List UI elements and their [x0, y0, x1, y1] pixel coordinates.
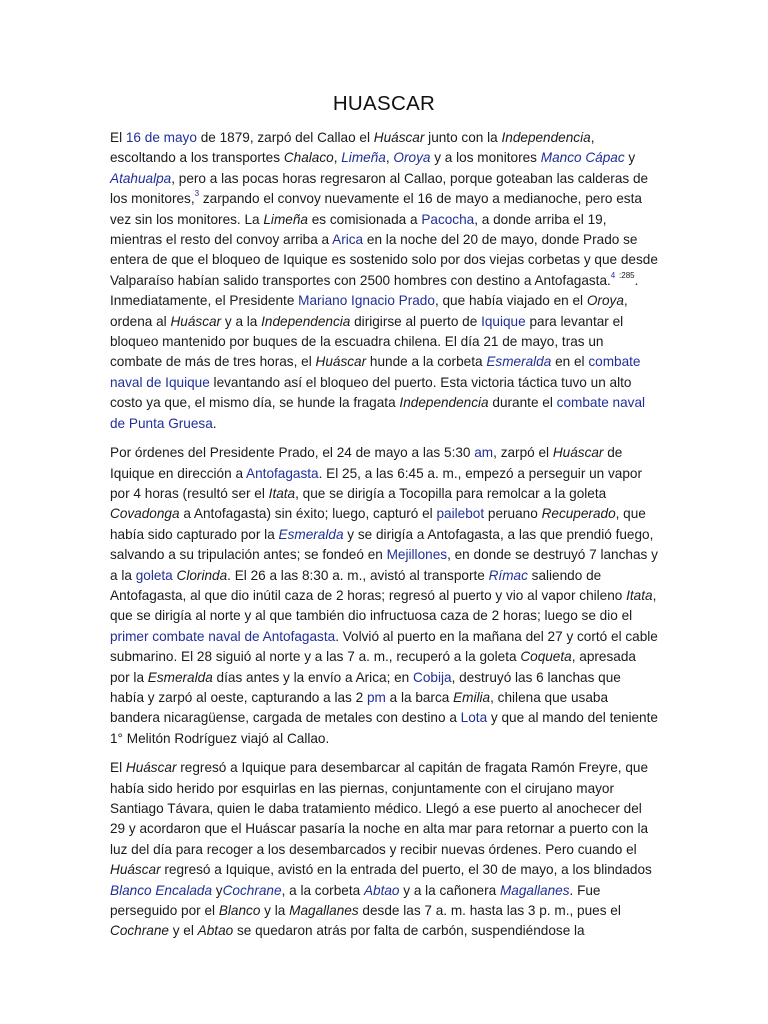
- body-text: saliendo de Antofagasta, al que dio inútil caza de 2 horas; regresó al puerto y vio al vapor chileno: [110, 567, 627, 603]
- body-text: .: [212, 415, 217, 431]
- body-text: ,: [333, 150, 342, 166]
- italic-text: Limeña: [263, 211, 308, 227]
- body-text: durante el: [488, 395, 557, 411]
- page-title: HUASCAR: [332, 92, 436, 115]
- body-text: , ordena al: [110, 293, 628, 329]
- inline-link[interactable]: Pacocha: [421, 211, 475, 227]
- italic-text: Huáscar: [125, 760, 177, 776]
- reference-superscript[interactable]: 4: [610, 270, 616, 280]
- paragraph: [110, 128, 658, 434]
- inline-link[interactable]: Atahualpa: [110, 170, 172, 186]
- body-text: , a donde arriba el 19, mientras el resto del convoy arriba a: [110, 211, 607, 248]
- body-text: y se dirigía a Antofagasta, a las que prendió fuego, salvando a su tripulación antes; se fondeó en: [110, 526, 654, 563]
- body-text: dirigirse al puerto de: [350, 313, 482, 329]
- italic-text: Independencia: [501, 130, 591, 145]
- body-text: , que se dirigía al norte y al que también dio infructuosa caza de 2 horas; luego se dio el: [110, 587, 657, 624]
- italic-text: Itata: [268, 485, 296, 501]
- body-text: , a la corbeta: [281, 882, 364, 898]
- italic-text: Huáscar: [552, 445, 604, 461]
- body-text: , destruyó las 6 lanchas que había y zarpó al oeste, capturando a las 2: [110, 669, 621, 705]
- paragraph: [110, 443, 658, 749]
- body-text: , en donde se destruyó 7 lanchas y a la: [110, 547, 658, 583]
- body-text: hunde a la corbeta: [366, 354, 487, 370]
- inline-link[interactable]: combate naval de Punta Gruesa: [110, 395, 646, 431]
- italic-text: Esmeralda: [147, 669, 213, 685]
- inline-link[interactable]: Cobija: [413, 669, 452, 685]
- italic-text: Huáscar: [373, 130, 425, 145]
- body-text: de 1879, zarpó del Callao el: [196, 130, 374, 145]
- body-text: , zarpó el: [493, 445, 553, 461]
- body-text: para levantar el bloqueo mantenido por buques de la escuadra chilena. El día 21 de mayo, tras un combate de más de tres horas, el: [110, 313, 624, 370]
- inline-link[interactable]: Mariano Ignacio Prado: [298, 293, 435, 309]
- body-text: , que había viajado en el: [434, 293, 587, 309]
- inline-link[interactable]: Iquique: [481, 313, 526, 329]
- body-text: regresó a Iquique, avistó en la entrada del puerto, el 30 de mayo, a los blindados: [160, 862, 652, 878]
- inline-link[interactable]: pm: [366, 689, 386, 705]
- reference-superscript: :285: [619, 270, 635, 280]
- body-text: El: [110, 130, 126, 145]
- italic-text: Oroya: [586, 293, 624, 309]
- body-text: en el: [551, 354, 589, 370]
- italic-text: Recuperado: [541, 506, 616, 522]
- inline-link[interactable]: Antofagasta: [246, 465, 319, 481]
- inline-link[interactable]: Limeña: [341, 150, 386, 166]
- italic-text: Blanco: [218, 903, 261, 919]
- body-text: , escoltando a los transportes: [110, 130, 595, 166]
- body-text: y a la: [221, 313, 262, 329]
- reference-superscript[interactable]: 3: [194, 189, 200, 199]
- body-text: levantando así el bloqueo del puerto. Esta victoria táctica tuvo un alto costo ya que, el mismo día, se hunde la fragata: [110, 374, 632, 411]
- body-text: días antes y la envío a Arica; en: [212, 669, 414, 685]
- body-text: desde las 7 a. m. hasta las 3 p. m., pues el: [358, 903, 621, 919]
- body-text: y la: [260, 903, 290, 919]
- body-text: es comisionada a: [307, 211, 422, 227]
- italic-text: Huáscar: [110, 862, 161, 878]
- inline-link[interactable]: am: [474, 445, 494, 461]
- body-text: peruano: [484, 506, 542, 522]
- body-text: zarpando el convoy nuevamente el 16 de mayo a medianoche, pero esta vez sin los monitores. La: [110, 191, 642, 227]
- paragraph: [110, 758, 658, 942]
- inline-link[interactable]: Lota: [460, 710, 488, 726]
- body-text: Por órdenes del Presidente Prado, el 24 de mayo a las 5:30: [110, 445, 475, 461]
- body-text: y: [624, 150, 636, 166]
- inline-link[interactable]: Esmeralda: [278, 526, 344, 542]
- body-text: y el: [168, 923, 198, 939]
- body-text: El: [110, 760, 126, 776]
- body-text: a la barca: [385, 689, 454, 705]
- body-text: de Iquique en dirección a: [110, 445, 623, 481]
- inline-link[interactable]: primer combate naval de Antofagasta: [110, 628, 336, 644]
- inline-link[interactable]: pailebot: [436, 506, 485, 522]
- inline-link[interactable]: Abtao: [363, 882, 400, 898]
- body-text: y a los monitores: [430, 150, 541, 166]
- inline-link[interactable]: combate naval de Iquique: [110, 354, 641, 390]
- body-text: , pero a las pocas horas regresaron al Callao, porque goteaban las calderas de los monitores,: [110, 170, 649, 207]
- body-text: . Inmediatamente, el Presidente: [110, 272, 639, 309]
- inline-link[interactable]: Blanco Encalada: [110, 882, 213, 898]
- body-text: . El 25, a las 6:45 a. m., empezó a perseguir un vapor por 4 horas (resultó ser el: [110, 465, 643, 501]
- body-text: . El 26 a las 8:30 a. m., avistó al transporte: [227, 567, 489, 583]
- italic-text: Independencia: [261, 313, 351, 329]
- italic-text: Independencia: [399, 395, 489, 411]
- body-text: , que se dirigía a Tocopilla para remolcar a la goleta: [295, 485, 607, 501]
- italic-text: Clorinda: [176, 567, 228, 583]
- italic-text: Chalaco: [283, 150, 334, 166]
- body-text: y: [212, 882, 223, 898]
- inline-link[interactable]: Esmeralda: [486, 354, 552, 370]
- italic-text: Itata: [626, 587, 653, 603]
- inline-link[interactable]: Arica: [332, 232, 364, 248]
- inline-link[interactable]: Oroya: [393, 150, 431, 166]
- body-text: y que al mando del teniente 1° Melitón Rodríguez viajó al Callao.: [110, 710, 658, 746]
- italic-text: Huáscar: [170, 313, 222, 329]
- body-text: . Volvió al puerto en la mañana del 27 y cortó el cable submarino. El 28 siguió al norte y a las 7 a. m., recuperó a la goleta: [110, 628, 658, 665]
- body-text: se quedaron atrás por falta de carbón, suspendiéndose la: [233, 923, 585, 939]
- body-text: , apresada por la: [110, 649, 636, 685]
- body-text: ,: [385, 150, 394, 166]
- body-text: a Antofagasta) sin éxito; luego, capturó el: [179, 506, 437, 522]
- italic-text: Magallanes: [289, 903, 359, 919]
- inline-link[interactable]: Rímac: [488, 567, 528, 583]
- italic-text: Abtao: [197, 923, 234, 939]
- inline-link[interactable]: Manco Cápac: [540, 150, 625, 166]
- inline-link[interactable]: 16 de mayo: [125, 130, 197, 145]
- body-text: , chilena que usaba bandera nicaragüense, cargada de metales con destino a: [110, 689, 609, 726]
- inline-link[interactable]: Cochrane: [222, 882, 282, 898]
- article-body: [110, 128, 658, 942]
- inline-link[interactable]: Magallanes: [499, 882, 570, 898]
- body-text: regresó a Iquique para desembarcar al capitán de fragata Ramón Freyre, que había sido herido por esquirlas en las piernas, conjuntamente con el cirujano mayor Santiago Távara, quien le daba tratamiento médico. Llegó a ese puerto al anochecer del 29 y acordaron que el Huáscar pasaría la noche en alta mar para retornar a puerto con la luz del día para recoger a los desembarcados y recibir nuevas órdenes. Pero cuando el: [110, 760, 649, 857]
- body-text: . Fue perseguido por el: [110, 882, 601, 919]
- italic-text: Huáscar: [315, 354, 367, 370]
- italic-text: Coqueta: [520, 649, 572, 665]
- italic-text: Covadonga: [110, 506, 180, 522]
- italic-text: Emilia: [453, 689, 491, 705]
- body-text: y a la cañonera: [399, 882, 500, 898]
- body-text: en la noche del 20 de mayo, donde Prado se entera de que el bloqueo de Iquique es sostenido solo por dos viejas corbetas y que desde Valparaíso habían salido transportes con 2500 hombres con destino a Antofagasta.: [110, 232, 658, 288]
- inline-link[interactable]: goleta: [135, 567, 173, 583]
- inline-link[interactable]: Mejillones: [386, 547, 448, 563]
- body-text: junto con la: [424, 130, 502, 145]
- italic-text: Cochrane: [110, 923, 169, 939]
- body-text: , que había sido capturado por la: [110, 506, 646, 542]
